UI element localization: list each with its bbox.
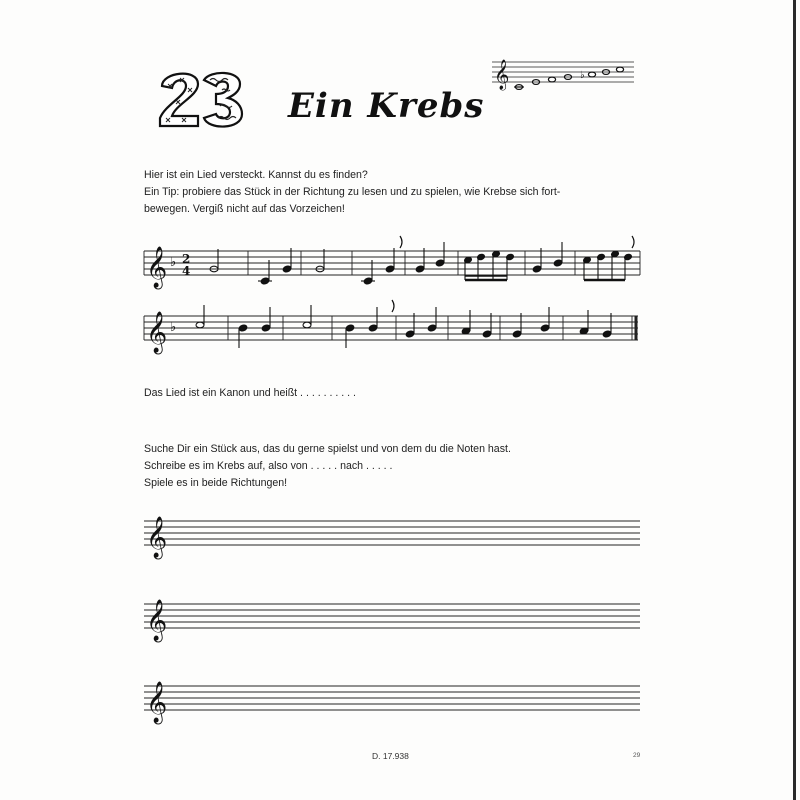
lesson-number — [158, 68, 244, 130]
page-number: 29 — [633, 752, 641, 759]
intro-line: Hier ist ein Lied versteckt. Kannst du es finden? — [144, 169, 368, 181]
task-line: Schreibe es im Krebs auf, also von . . . . . nach . . . . . — [144, 460, 393, 472]
flat-sign-icon: ♭ — [170, 320, 177, 335]
intro-line: bewegen. Vergiß nicht auf das Vorzeichen! — [144, 203, 345, 215]
lesson-title: Ein Krebs — [288, 86, 485, 126]
intro-line: Ein Tip: probiere das Stück in der Richtung zu lesen und zu spielen, wie Krebse sich fort- — [144, 186, 561, 198]
treble-clef-icon: 𝄞 — [146, 682, 168, 723]
treble-clef-icon: 𝄞 — [146, 600, 168, 641]
task-line: Spiele es in beide Richtungen! — [144, 477, 288, 489]
intro-text — [144, 167, 560, 218]
flat-sign-icon: ♭ — [170, 255, 177, 270]
answer-prompt-text: Das Lied ist ein Kanon und heißt . . . . . . . . . . — [144, 387, 356, 399]
answer-prompt — [144, 385, 356, 402]
time-signature-bottom: 4 — [182, 264, 191, 278]
treble-clef-icon: 𝄞 — [146, 247, 168, 288]
task-line: Suche Dir ein Stück aus, das du gerne spielst und von dem du die Noten hast. — [144, 443, 511, 455]
treble-clef-icon: 𝄞 — [494, 60, 510, 90]
scale-staff — [488, 52, 638, 92]
treble-clef-icon: 𝄞 — [146, 312, 168, 353]
task-text — [144, 441, 511, 492]
svg-text:♭: ♭ — [580, 70, 585, 81]
footer-code: D. 17.938 — [372, 751, 409, 761]
time-signature-top: 2 — [182, 252, 191, 266]
lesson-number-graphic — [158, 68, 244, 130]
treble-clef-icon: 𝄞 — [146, 517, 168, 558]
